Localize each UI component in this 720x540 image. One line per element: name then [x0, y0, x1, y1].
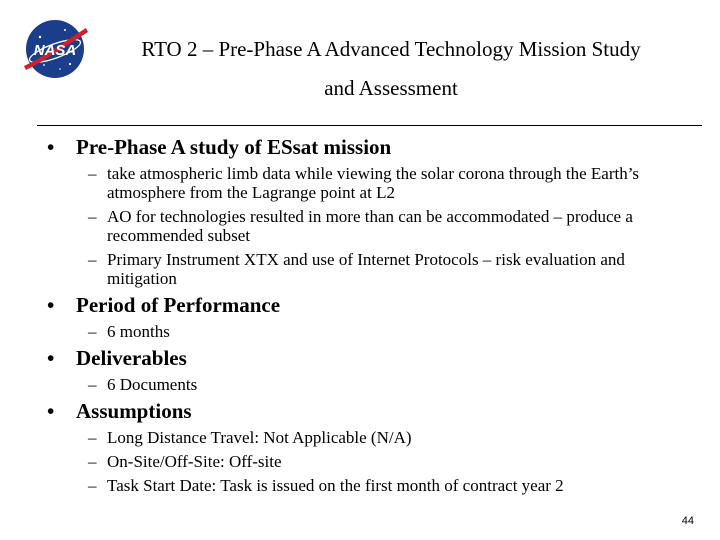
list-item	[88, 322, 698, 341]
list-item	[88, 428, 698, 447]
list-item	[88, 207, 698, 245]
list-item	[88, 375, 698, 394]
dash-glyph: –	[88, 164, 97, 183]
section-heading-text: Period of Performance	[76, 293, 281, 317]
title-line-2: and Assessment	[324, 76, 458, 100]
svg-text:NASA: NASA	[33, 42, 77, 59]
dash-glyph: –	[88, 428, 97, 447]
list-item-text: Long Distance Travel: Not Applicable (N/A)	[107, 428, 412, 447]
dash-glyph: –	[88, 452, 97, 471]
section-heading-pre-phase-a	[47, 135, 391, 159]
list-item-text: take atmospheric limb data while viewing the solar corona through the Earth’s atmosphere from the Lagrange point at L2	[107, 164, 640, 202]
list-item-text: Primary Instrument XTX and use of Internet Protocols – risk evaluation and mitigation	[107, 250, 625, 288]
section-heading-assumptions	[47, 399, 192, 423]
title-divider	[37, 125, 702, 126]
bullet-glyph: •	[47, 135, 55, 159]
list-item	[88, 476, 698, 495]
dash-glyph: –	[88, 375, 97, 394]
page-number: 44	[681, 515, 694, 527]
nasa-meatball-logo-icon	[20, 14, 90, 84]
section-heading-deliverables	[47, 346, 187, 370]
bullet-glyph: •	[47, 293, 55, 317]
list-item-text: Task Start Date: Task is issued on the first month of contract year 2	[107, 476, 564, 495]
dash-glyph: –	[88, 250, 97, 269]
list-item	[88, 250, 698, 288]
dash-glyph: –	[88, 476, 97, 495]
bullet-glyph: •	[47, 399, 55, 423]
dash-glyph: –	[88, 322, 97, 341]
list-item-text: 6 Documents	[107, 375, 198, 394]
section-heading-text: Pre-Phase A study of ESsat mission	[76, 135, 392, 159]
bullet-glyph: •	[47, 346, 55, 370]
dash-glyph: –	[88, 207, 97, 226]
list-item	[88, 452, 698, 471]
section-heading-text: Assumptions	[76, 399, 192, 423]
title-line-1: RTO 2 – Pre-Phase A Advanced Technology Mission Study	[141, 37, 641, 61]
page-title	[96, 30, 686, 108]
list-item-text: AO for technologies resulted in more than can be accommodated – produce a recommended subset	[107, 207, 633, 245]
section-heading-period-of-performance	[47, 293, 280, 317]
list-item-text: 6 months	[107, 322, 170, 341]
list-item-text: On-Site/Off-Site: Off-site	[107, 452, 282, 471]
list-item	[88, 164, 698, 202]
section-heading-text: Deliverables	[76, 346, 187, 370]
